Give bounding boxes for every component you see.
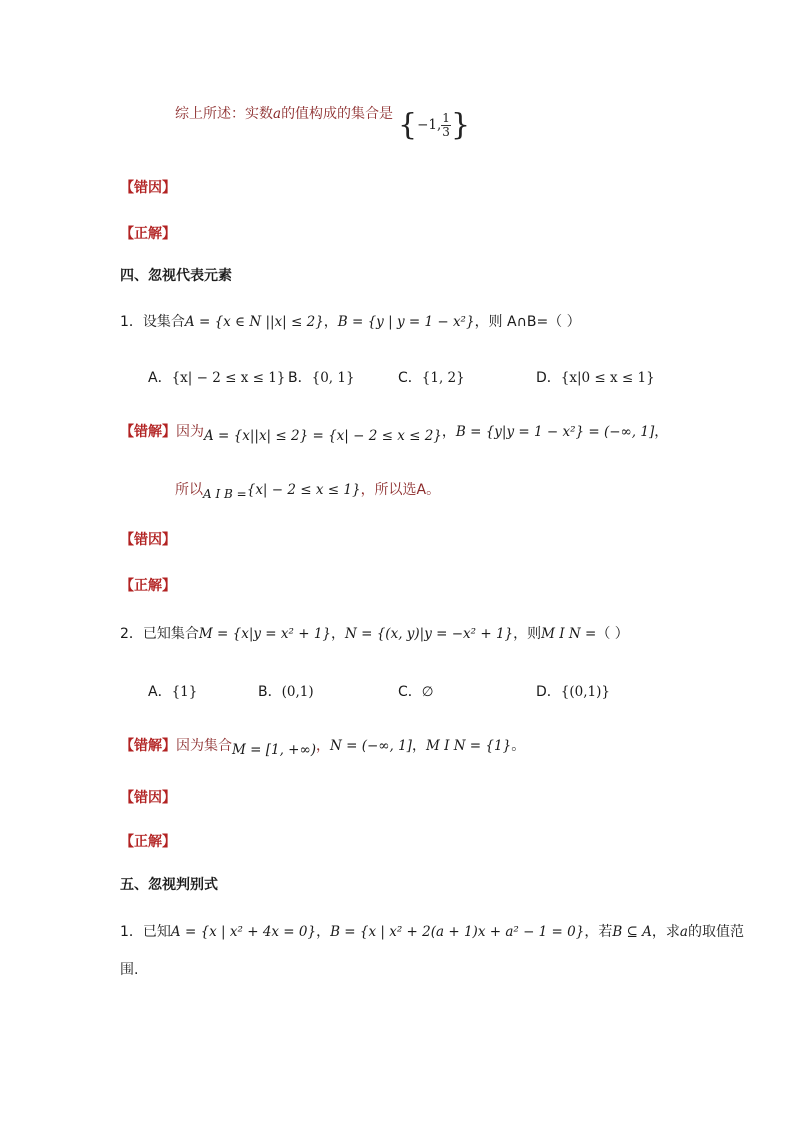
wrong-prefix: 因为 — [176, 424, 204, 440]
summary-text2: 的值构成的集合是 — [281, 106, 394, 122]
q1-tail: ，则 A∩B=（ ） — [474, 314, 581, 330]
q2-set-M: M = {x|y = x² + 1} — [198, 626, 332, 642]
section4-q1-stem — [120, 312, 581, 332]
option-value: {(0,1)} — [560, 684, 610, 700]
q2-option-a[interactable] — [148, 682, 197, 702]
label-cuoyin-3: 【错因】 — [120, 790, 176, 806]
q2-prefix: 2．已知集合 — [120, 626, 199, 642]
label-zhengjie-2: 【正解】 — [120, 578, 176, 594]
so-prefix: 所以 — [175, 482, 203, 498]
s5q1-sep3: ，求 — [651, 924, 680, 940]
q1-option-d[interactable] — [536, 368, 655, 388]
wrong-sep2: ， — [411, 738, 426, 754]
option-label: B． — [288, 370, 312, 386]
s5q1-sep2: ，若 — [584, 924, 613, 940]
q2-tail-paren: （ ） — [596, 626, 629, 642]
option-value: {0, 1} — [311, 370, 355, 386]
option-value: {1, 2} — [421, 370, 465, 386]
so-expr: A I B = — [203, 487, 247, 501]
fraction-numerator: 1 — [442, 111, 450, 125]
label-cuojie: 【错解】 — [120, 424, 176, 440]
summary-line — [175, 104, 393, 124]
wrong-end: ， — [654, 424, 669, 440]
option-value: {x| − 2 ≤ x ≤ 1} — [171, 370, 286, 386]
q2-tail-expr: M I N = — [541, 626, 597, 642]
option-value: {x|0 ≤ x ≤ 1} — [560, 370, 655, 386]
s5q1-prefix: 1．已知 — [120, 924, 171, 940]
option-value: {1} — [171, 684, 198, 700]
option-label: D． — [536, 684, 561, 700]
option-value: ∅ — [421, 684, 434, 700]
option-label: C． — [398, 684, 422, 700]
so-set: {x| − 2 ≤ x ≤ 1} — [246, 482, 361, 498]
section4-heading: 四、忽视代表元素 — [120, 268, 232, 284]
q2-option-b[interactable] — [258, 682, 314, 702]
summary-text: 综上所述：实数 — [175, 106, 273, 122]
fraction-denominator: 3 — [442, 125, 450, 139]
q1-option-a[interactable] — [148, 368, 285, 388]
q1-option-c[interactable] — [398, 368, 465, 388]
q2-tail-prefix: ，则 — [513, 626, 542, 642]
summary-set — [398, 107, 471, 143]
wrong-set-A: A = {x||x| ≤ 2} = {x| − 2 ≤ x ≤ 2} — [204, 428, 442, 444]
set-open-brace: { — [398, 107, 418, 143]
s5q1-set-B: B = {x | x² + 2(a + 1)x + a² − 1 = 0} — [330, 924, 585, 940]
wrong-set-B: B = {y|y = 1 − x²} = (−∞, 1] — [455, 424, 655, 440]
label-zhengjie-1: 【正解】 — [120, 226, 176, 242]
s5q1-condition: B ⊆ A — [612, 924, 652, 940]
q2-set-N: N = {(x, y)|y = −x² + 1} — [345, 626, 514, 642]
s5q1-sep1: ， — [316, 924, 331, 940]
label-cuoyin-2: 【错因】 — [120, 532, 176, 548]
q1-wrong-solution — [120, 422, 668, 442]
q2-option-d[interactable] — [536, 682, 610, 702]
wrong-set-N: N = (−∞, 1] — [329, 738, 412, 754]
set-values: −1, — [417, 117, 442, 133]
so-tail: ，所以选A。 — [360, 482, 441, 498]
q1-set-A: A = {x ∈ N ||x| ≤ 2} — [184, 314, 324, 330]
wrong-end: 。 — [511, 738, 526, 754]
summary-var: a — [273, 106, 282, 122]
q1-so-line — [175, 480, 440, 500]
section5-q1-line2: 围. — [120, 962, 139, 978]
section5-q1-stem — [120, 922, 744, 942]
q2-wrong-solution — [120, 736, 525, 756]
section4-q2-stem — [120, 624, 629, 644]
fraction — [441, 112, 451, 139]
option-label: D． — [536, 370, 561, 386]
option-label: C． — [398, 370, 422, 386]
option-label: A． — [148, 370, 172, 386]
wrong-sep: ， — [441, 424, 456, 440]
option-value: (0,1) — [281, 684, 314, 700]
wrong-prefix: 因为集合 — [176, 738, 232, 754]
q2-option-c[interactable] — [398, 682, 434, 702]
option-label: A． — [148, 684, 172, 700]
wrong-intersection: M I N = {1} — [425, 738, 512, 754]
q1-prefix: 1．设集合 — [120, 314, 185, 330]
q2-sep: ， — [331, 626, 346, 642]
s5q1-var: a — [679, 924, 688, 940]
label-cuojie: 【错解】 — [120, 738, 176, 754]
q1-set-B: B = {y | y = 1 − x²} — [337, 314, 475, 330]
q1-option-b[interactable] — [288, 368, 355, 388]
option-label: B． — [258, 684, 282, 700]
wrong-set-M: M = [1, +∞) — [232, 742, 316, 758]
label-zhengjie-3: 【正解】 — [120, 834, 176, 850]
s5q1-tail: 的取值范 — [687, 924, 744, 940]
q1-sep: ， — [323, 314, 338, 330]
label-cuoyin-1: 【错因】 — [120, 180, 176, 196]
wrong-sep: ， — [315, 738, 330, 754]
section5-heading: 五、忽视判别式 — [120, 877, 218, 893]
set-close-brace: } — [450, 107, 471, 143]
s5q1-set-A: A = {x | x² + 4x = 0} — [170, 924, 317, 940]
